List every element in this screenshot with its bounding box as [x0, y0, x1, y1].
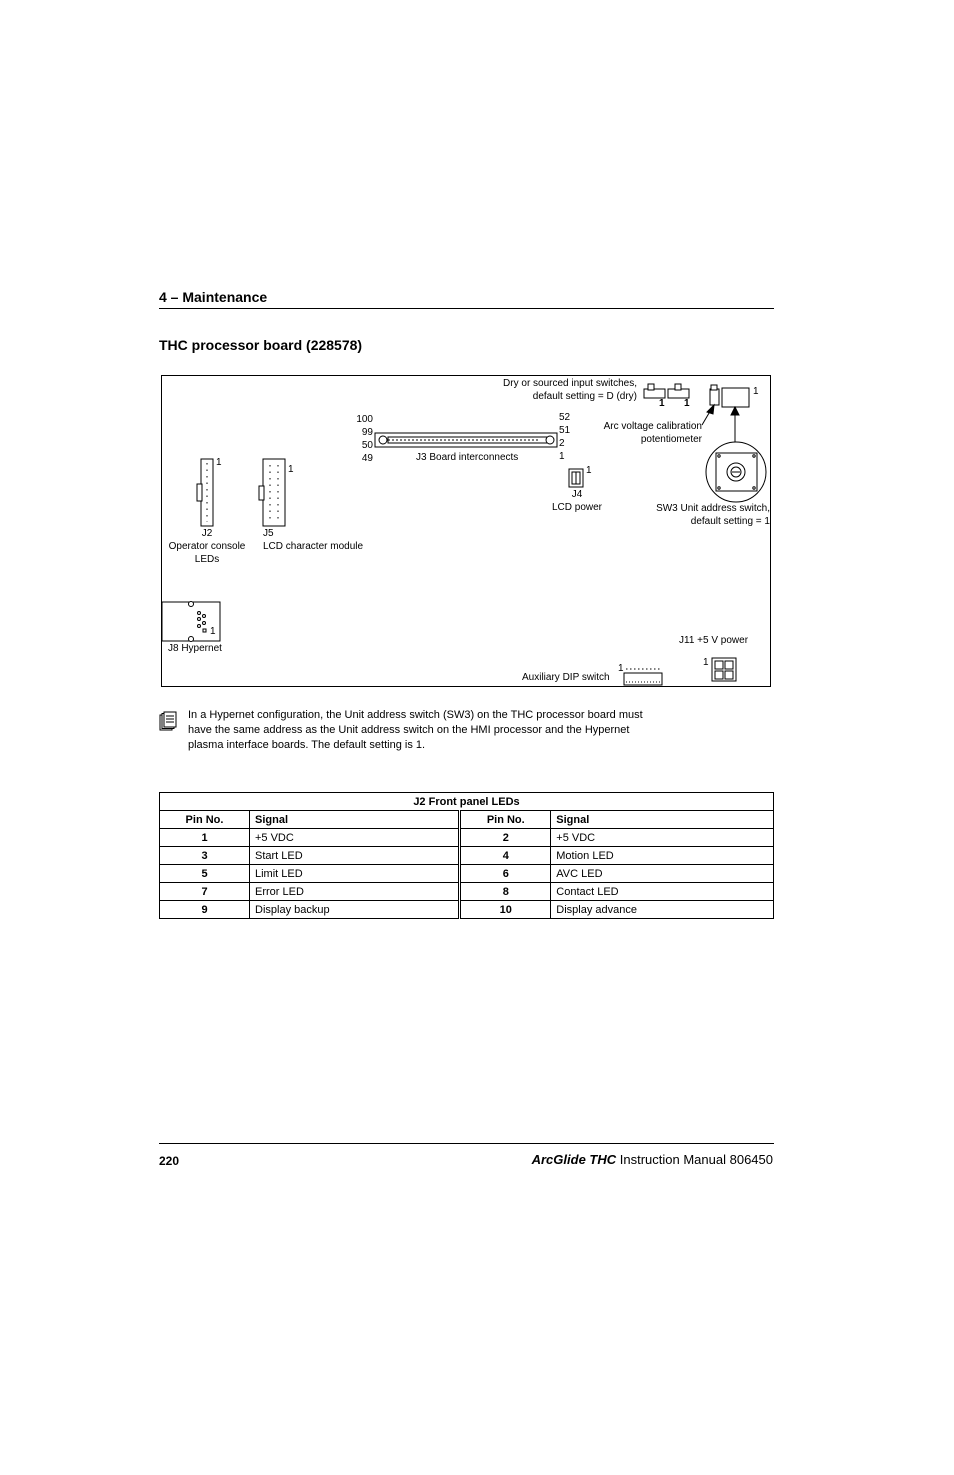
pin-cell: 6 [460, 865, 551, 883]
note-icon [159, 711, 177, 731]
pin-cell: 7 [160, 883, 250, 901]
pin-cell: 10 [460, 901, 551, 919]
pin-cell: 2 [460, 829, 551, 847]
section-title: THC processor board (228578) [159, 337, 363, 353]
signal-cell: Motion LED [551, 847, 774, 865]
j11-label: J11 +5 V power [679, 635, 749, 646]
j4-connector [569, 469, 583, 487]
pin-cell: 5 [160, 865, 250, 883]
pin-cell: 4 [460, 847, 551, 865]
sw3-rotary-switch [706, 442, 766, 502]
signal-cell: Error LED [250, 883, 460, 901]
dry-input-switches [644, 384, 689, 398]
signal-cell: +5 VDC [551, 829, 774, 847]
sw3-label: SW3 Unit address switch, default setting = 1 [656, 503, 770, 527]
signal-cell: AVC LED [551, 865, 774, 883]
j5-label: J5 LCD character module [263, 528, 364, 552]
j4-label: J4 LCD power [551, 489, 603, 513]
j2-pin-label: 1 [216, 457, 222, 468]
aux-dip-label: Auxiliary DIP switch [522, 672, 610, 683]
j5-pin-label: 1 [288, 464, 294, 475]
table-row [160, 883, 774, 901]
manual-name: Instruction Manual [619, 1152, 726, 1167]
j5-connector [259, 459, 285, 526]
j3-left-pin-labels: 100 99 50 49 [356, 414, 373, 464]
pin-cell: 3 [160, 847, 250, 865]
signal-cell: Contact LED [551, 883, 774, 901]
j4-pin-label: 1 [586, 465, 592, 476]
pin-cell: 9 [160, 901, 250, 919]
dry-switch-pin-label: 1 [659, 398, 665, 409]
table-row [160, 847, 774, 865]
doc-number: 806450 [729, 1152, 773, 1167]
signal-cell: Start LED [250, 847, 460, 865]
table-row [160, 901, 774, 919]
table-caption: J2 Front panel LEDs [160, 793, 774, 811]
j3-board-connector [375, 433, 557, 447]
j2-front-panel-leds-table [159, 792, 774, 919]
signal-cell: Limit LED [250, 865, 460, 883]
footer-rule [159, 1143, 774, 1144]
aux-dip-pin-label: 1 [618, 663, 624, 674]
j3-label: J3 Board interconnects [416, 452, 519, 463]
column-header: Pin No. [160, 811, 250, 829]
pin-cell: 1 [160, 829, 250, 847]
table-row [160, 865, 774, 883]
j3-right-pin-labels: 52 51 2 1 [559, 412, 571, 462]
chapter-heading: 4 – Maintenance [159, 289, 268, 305]
table-row [160, 829, 774, 847]
processor-board-diagram [161, 375, 771, 687]
dry-switch-pin-label: 1 [684, 398, 690, 409]
column-header: Signal [250, 811, 460, 829]
hypernet-note: In a Hypernet configuration, the Unit address switch (SW3) on the THC processor board must have the same address as the Unit address switch on the HMI processor and the Hypernet plasma interface boards. The default setting is 1. [188, 709, 643, 751]
pot-pin-label: 1 [753, 386, 759, 397]
column-header: Pin No. [460, 811, 551, 829]
pointer-arrows [702, 405, 739, 444]
j2-connector [197, 459, 213, 526]
j8-label: J8 Hypernet [168, 643, 222, 654]
j8-pin-label: 1 [210, 626, 216, 637]
signal-cell: Display backup [250, 901, 460, 919]
auxiliary-dip-switch [624, 669, 662, 685]
pin-cell: 8 [460, 883, 551, 901]
arc-voltage-label: Arc voltage calibration potentiometer [603, 421, 702, 445]
header-rule [159, 308, 774, 309]
page-number: 220 [159, 1154, 180, 1168]
j11-pin-label: 1 [703, 657, 709, 668]
brand-name: ArcGlide THC [531, 1152, 617, 1167]
footer-title [532, 1152, 773, 1167]
signal-cell: Display advance [551, 901, 774, 919]
j11-power-connector [712, 658, 736, 681]
j2-label: J2 Operator console LEDs [168, 528, 246, 565]
column-header: Signal [551, 811, 774, 829]
dry-switches-label: Dry or sourced input switches, default setting = D (dry) [503, 378, 637, 402]
signal-cell: +5 VDC [250, 829, 460, 847]
arc-voltage-potentiometer [710, 385, 749, 407]
